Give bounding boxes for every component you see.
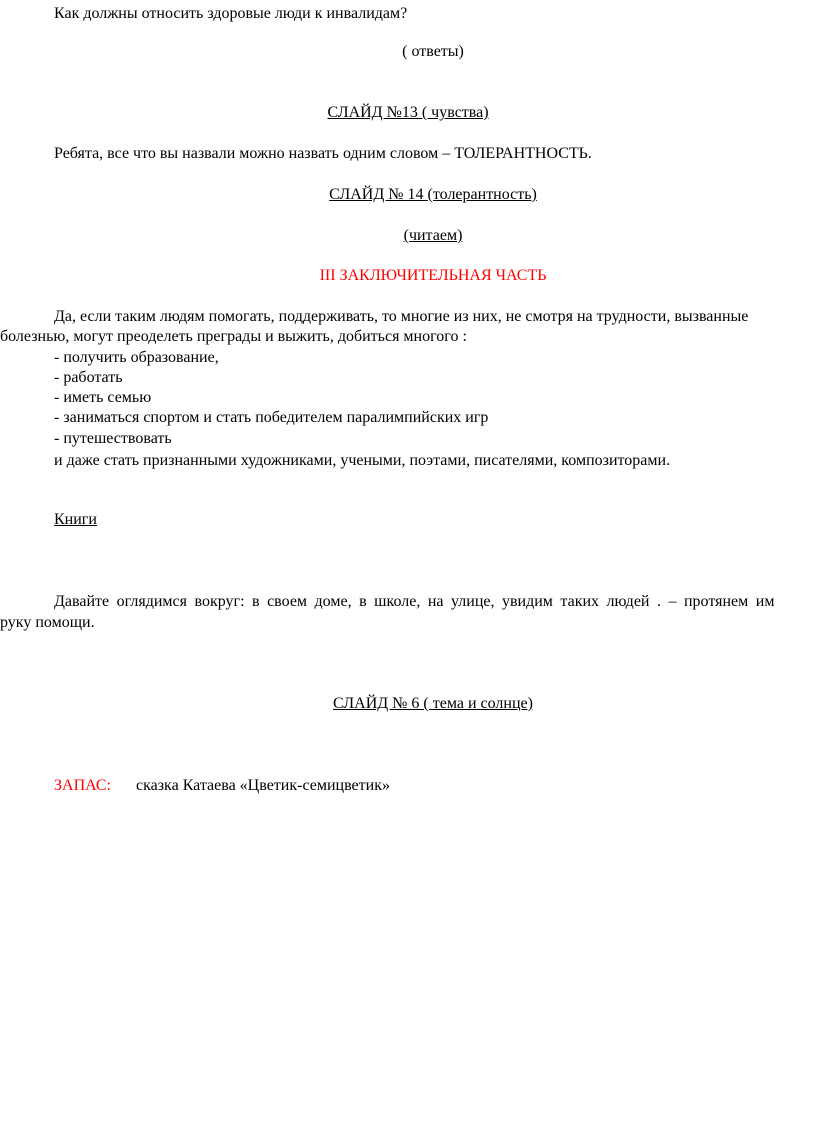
slide14-heading: СЛАЙД № 14 (толерантность) bbox=[329, 186, 537, 203]
list-item: - заниматься спортом и стать победителем паралимпийских игр bbox=[54, 409, 489, 426]
look-around-line-2: руку помощи. bbox=[0, 614, 95, 631]
reading-note: (читаем) bbox=[403, 227, 463, 244]
tolerance-intro: Ребята, все что вы назвали можно назвать одним словом – ТОЛЕРАНТНОСТЬ. bbox=[54, 145, 592, 162]
question-line: Как должны относить здоровые люди к инвалидам? bbox=[54, 5, 408, 22]
books-heading: Книги bbox=[54, 511, 97, 528]
list-item: - получить образование, bbox=[54, 349, 219, 366]
section-title: III ЗАКЛЮЧИТЕЛЬНАЯ ЧАСТЬ bbox=[319, 267, 547, 284]
paragraph-line-1: Да, если таким людям помогать, поддерживать, то многие из них, не смотря на трудности, вызванные bbox=[54, 308, 749, 325]
answers-note: ( ответы) bbox=[402, 43, 464, 60]
reserve-text: сказка Катаева «Цветик-семицветик» bbox=[136, 777, 390, 794]
slide6-heading: СЛАЙД № 6 ( тема и солнце) bbox=[333, 695, 533, 712]
list-item: - иметь семью bbox=[54, 389, 152, 406]
reserve-label: ЗАПАС: bbox=[54, 777, 111, 794]
slide13-heading: СЛАЙД №13 ( чувства) bbox=[327, 104, 489, 121]
look-around-line-1: Давайте оглядимся вокруг: в своем доме, в школе, на улице, увидим таких людей . – протянем им bbox=[54, 593, 775, 610]
conclusion-line: и даже стать признанными художниками, учеными, поэтами, писателями, композиторами. bbox=[54, 452, 671, 469]
paragraph-line-2: болезнью, могут преоделеть преграды и выжить, добиться многого : bbox=[0, 328, 467, 345]
list-item: - работать bbox=[54, 369, 123, 386]
list-item: - путешествовать bbox=[54, 430, 172, 447]
